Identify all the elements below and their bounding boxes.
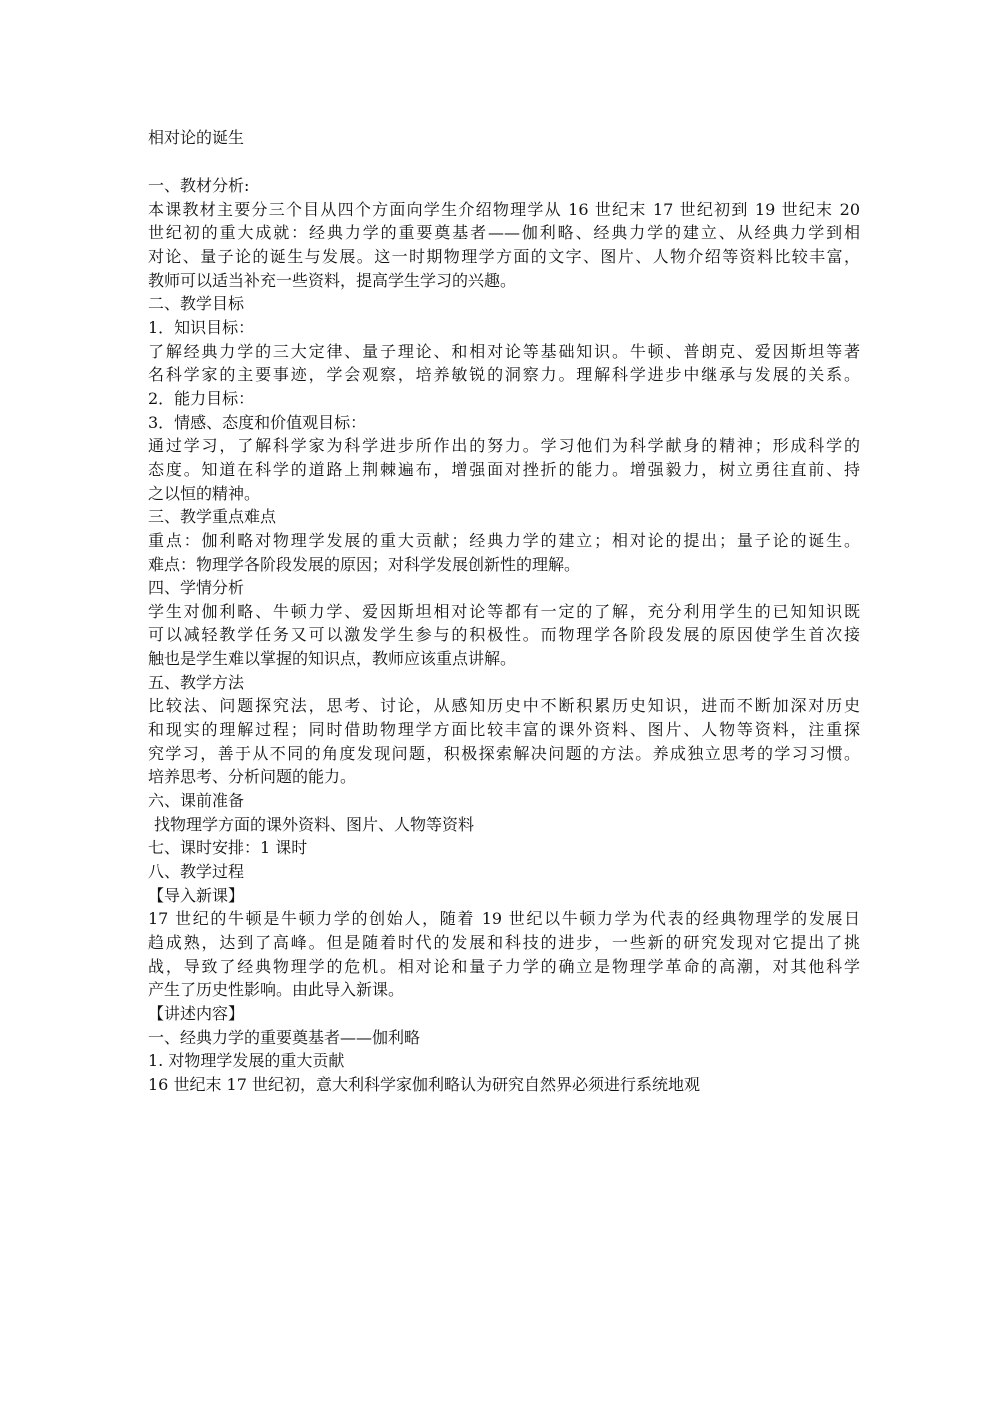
document-line: 本课教材主要分三个目从四个方面向学生介绍物理学从 16 世纪末 17 世纪初到 19 世纪末 20 bbox=[148, 199, 860, 219]
document-line: 二、教学目标 bbox=[148, 294, 245, 314]
document-line: 了解经典力学的三大定律、量子理论、和相对论等基础知识。牛顿、普朗克、爱因斯坦等著 bbox=[148, 341, 860, 361]
document-line: 难点：物理学各阶段发展的原因；对科学发展创新性的理解。 bbox=[148, 554, 581, 574]
document-line: 四、学情分析 bbox=[148, 578, 245, 598]
document-line: 【导入新课】 bbox=[148, 885, 245, 905]
document-line: 3．情感、态度和价值观目标： bbox=[148, 412, 367, 432]
document-line: 1. 对物理学发展的重大贡献 bbox=[148, 1051, 345, 1071]
document-line: 2．能力目标： bbox=[148, 388, 255, 408]
document-line: 七、课时安排：1 课时 bbox=[148, 838, 308, 858]
document-line: 态度。知道在科学的道路上荆棘遍布，增强面对挫折的能力。增强毅力，树立勇往直前、持 bbox=[148, 459, 860, 479]
document-line: 触也是学生难以掌握的知识点，教师应该重点讲解。 bbox=[148, 649, 517, 669]
document-line: 16 世纪末 17 世纪初，意大利科学家伽利略认为研究自然界必须进行系统地观 bbox=[148, 1074, 700, 1094]
document-line: 对论、量子论的诞生与发展。这一时期物理学方面的文字、图片、人物介绍等资料比较丰富， bbox=[148, 246, 860, 266]
document-line: 之以恒的精神。 bbox=[148, 483, 261, 503]
document-line: 五、教学方法 bbox=[148, 672, 245, 692]
document-body bbox=[148, 174, 860, 1097]
document-line: 战，导致了经典物理学的危机。相对论和量子力学的确立是物理学革命的高潮，对其他科学 bbox=[148, 956, 860, 976]
document-line: 学生对伽利略、牛顿力学、爱因斯坦相对论等都有一定的了解，充分利用学生的已知知识既 bbox=[148, 601, 860, 621]
document-line: 找物理学方面的课外资料、图片、人物等资料 bbox=[154, 814, 475, 834]
document-line: 17 世纪的牛顿是牛顿力学的创始人，随着 19 世纪以牛顿力学为代表的经典物理学的发展日 bbox=[148, 909, 860, 929]
document-line: 八、教学过程 bbox=[148, 862, 245, 882]
document-line: 通过学习，了解科学家为科学进步所作出的努力。学习他们为科学献身的精神；形成科学的 bbox=[148, 436, 860, 456]
document-line: 一、教材分析: bbox=[148, 176, 250, 195]
document-line: 和现实的理解过程；同时借助物理学方面比较丰富的课外资料、图片、人物等资料，注重探 bbox=[148, 720, 860, 740]
document-line: 【讲述内容】 bbox=[148, 1003, 245, 1023]
document-line: 三、教学重点难点 bbox=[148, 507, 277, 527]
document-line: 产生了历史性影响。由此导入新课。 bbox=[148, 980, 405, 1000]
document-line: 趋成熟，达到了高峰。但是随着时代的发展和科技的进步，一些新的研究发现对它提出了挑 bbox=[148, 933, 860, 952]
document-line: 六、课前准备 bbox=[148, 791, 245, 811]
document-line: 教师可以适当补充一些资料，提高学生学习的兴趣。 bbox=[148, 270, 517, 290]
document-line: 一、经典力学的重要奠基者——伽利略 bbox=[148, 1027, 421, 1047]
document-title: 相对论的诞生 bbox=[148, 128, 245, 147]
document-line: 重点：伽利略对物理学发展的重大贡献；经典力学的建立；相对论的提出；量子论的诞生。 bbox=[148, 530, 860, 550]
document-line: 究学习，善于从不同的角度发现问题，积极探索解决问题的方法。养成独立思考的学习习惯。 bbox=[148, 743, 860, 763]
document-line: 1．知识目标： bbox=[148, 317, 255, 337]
document-line: 培养思考、分析问题的能力。 bbox=[148, 767, 357, 787]
document-line: 世纪初的重大成就：经典力学的重要奠基者——伽利略、经典力学的建立、从经典力学到相 bbox=[148, 223, 860, 243]
document-line: 比较法、问题探究法，思考、讨论，从感知历史中不断积累历史知识，进而不断加深对历史 bbox=[148, 696, 860, 716]
document-line: 可以减轻教学任务又可以激发学生参与的积极性。而物理学各阶段发展的原因使学生首次接 bbox=[148, 625, 860, 645]
document-line: 名科学家的主要事迹，学会观察，培养敏锐的洞察力。理解科学进步中继承与发展的关系。 bbox=[148, 365, 860, 385]
